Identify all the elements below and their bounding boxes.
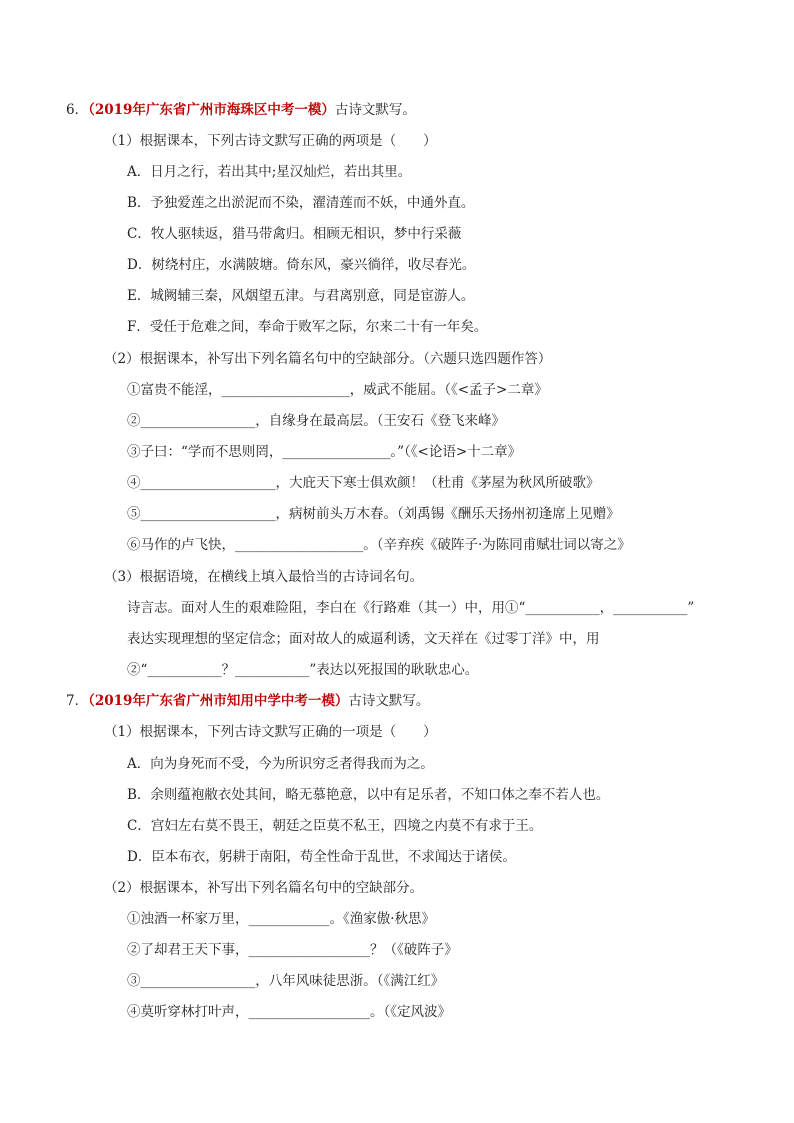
q6-option-e: E．城阙辅三秦，风烟望五津。与君离别意，同是宦游人。	[127, 288, 475, 304]
question-6-heading	[66, 101, 416, 119]
q6-part3-line-1: 诗言志。面对人生的艰难险阻，李白在《行路难（其一）中，用①“___________，___________”	[127, 600, 695, 616]
q7-option-d: D．臣本布衣，躬耕于南阳，苟全性命于乱世，不求闻达于诸侯。	[127, 849, 516, 865]
question-source: （2019年广东省广州市海珠区中考一模）	[88, 102, 335, 118]
q6-part2-stem: （2）根据课本，补写出下列名篇名句中的空缺部分。（六题只选四题作答）	[104, 351, 552, 367]
question-title: 古诗文默写。	[334, 102, 416, 118]
q6-option-f: F．受任于危难之间，奉命于败军之际，尔来二十有一年矣。	[127, 319, 488, 335]
q6-fill-item-6: ⑥马作的卢飞快，___________________。（辛弃疾《破阵子·为陈同甫赋壮词以寄之》	[127, 537, 631, 553]
q6-part1-stem: （1）根据课本，下列古诗文默写正确的两项是（ ）	[104, 133, 437, 149]
q7-option-c: C．宫妇左右莫不畏王，朝廷之臣莫不私王，四境之内莫不有求于王。	[127, 818, 543, 834]
q7-fill-item-2: ②了却君王天下事，__________________？（《破阵子》	[127, 942, 458, 958]
q6-fill-item-1: ①富贵不能淫，___________________，威武不能屈。（《<孟子>二章》	[127, 382, 548, 398]
q7-fill-item-4: ④莫听穿林打叶声，__________________。（《定风波》	[127, 1004, 451, 1020]
question-title: 古诗文默写。	[348, 693, 430, 709]
q6-fill-item-2: ②_________________，自缘身在最高层。（王安石《登飞来峰》	[127, 413, 505, 429]
q6-option-c: C．牧人驱犊返，猎马带禽归。相顾无相识，梦中行采薇	[127, 226, 462, 242]
q6-option-d: D．树绕村庄，水满陂塘。倚东风，豪兴徜徉，收尽春光。	[127, 257, 476, 273]
q7-part2-stem: （2）根据课本，补写出下列名篇名句中的空缺部分。	[104, 880, 424, 896]
question-number: 6．	[66, 102, 89, 118]
q6-option-b: B．予独爱莲之出淤泥而不染，濯清莲而不妖，中通外直。	[127, 195, 475, 211]
q6-part3-line-3: ②“___________？___________”表达以死报国的耿耿忠心。	[127, 662, 479, 678]
question-number: 7．	[66, 693, 89, 709]
q7-part1-stem: （1）根据课本，下列古诗文默写正确的一项是（ ）	[104, 724, 437, 740]
q6-option-a: A．日月之行，若出其中;星汉灿烂，若出其里。	[127, 164, 412, 180]
q6-fill-item-5: ⑤____________________，病树前头万木春。（刘禹锡《酬乐天扬州初逢席上见赠》	[127, 506, 620, 522]
question-source: （2019年广东省广州市知用中学中考一模）	[88, 693, 349, 709]
q7-option-a: A．向为身死而不受，今为所识穷乏者得我而为之。	[127, 756, 434, 772]
question-7-heading	[66, 692, 429, 710]
q7-fill-item-3: ③_________________，八年风味徒思浙。（《满江红》	[127, 973, 445, 989]
q6-part3-stem: （3）根据语境，在横线上填入最恰当的古诗词名句。	[104, 569, 424, 585]
q6-part3-line-2: 表达实现理想的坚定信念；面对故人的威逼利诱，文天祥在《过零丁洋》中，用	[127, 631, 600, 647]
q6-fill-item-3: ③子曰：“学而不思则罔，________________。”（《<论语>十二章》	[127, 444, 522, 460]
q7-option-b: B．余则蕴袍敝衣处其间，略无慕艳意，以中有足乐者，不知口体之奉不若人也。	[127, 787, 610, 803]
q6-fill-item-4: ④____________________，大庇天下寒士俱欢颜！（杜甫《茅屋为秋风所破歌》	[127, 475, 600, 491]
q7-fill-item-1: ①浊酒一杯家万里，____________。《渔家傲·秋思》	[127, 911, 436, 927]
